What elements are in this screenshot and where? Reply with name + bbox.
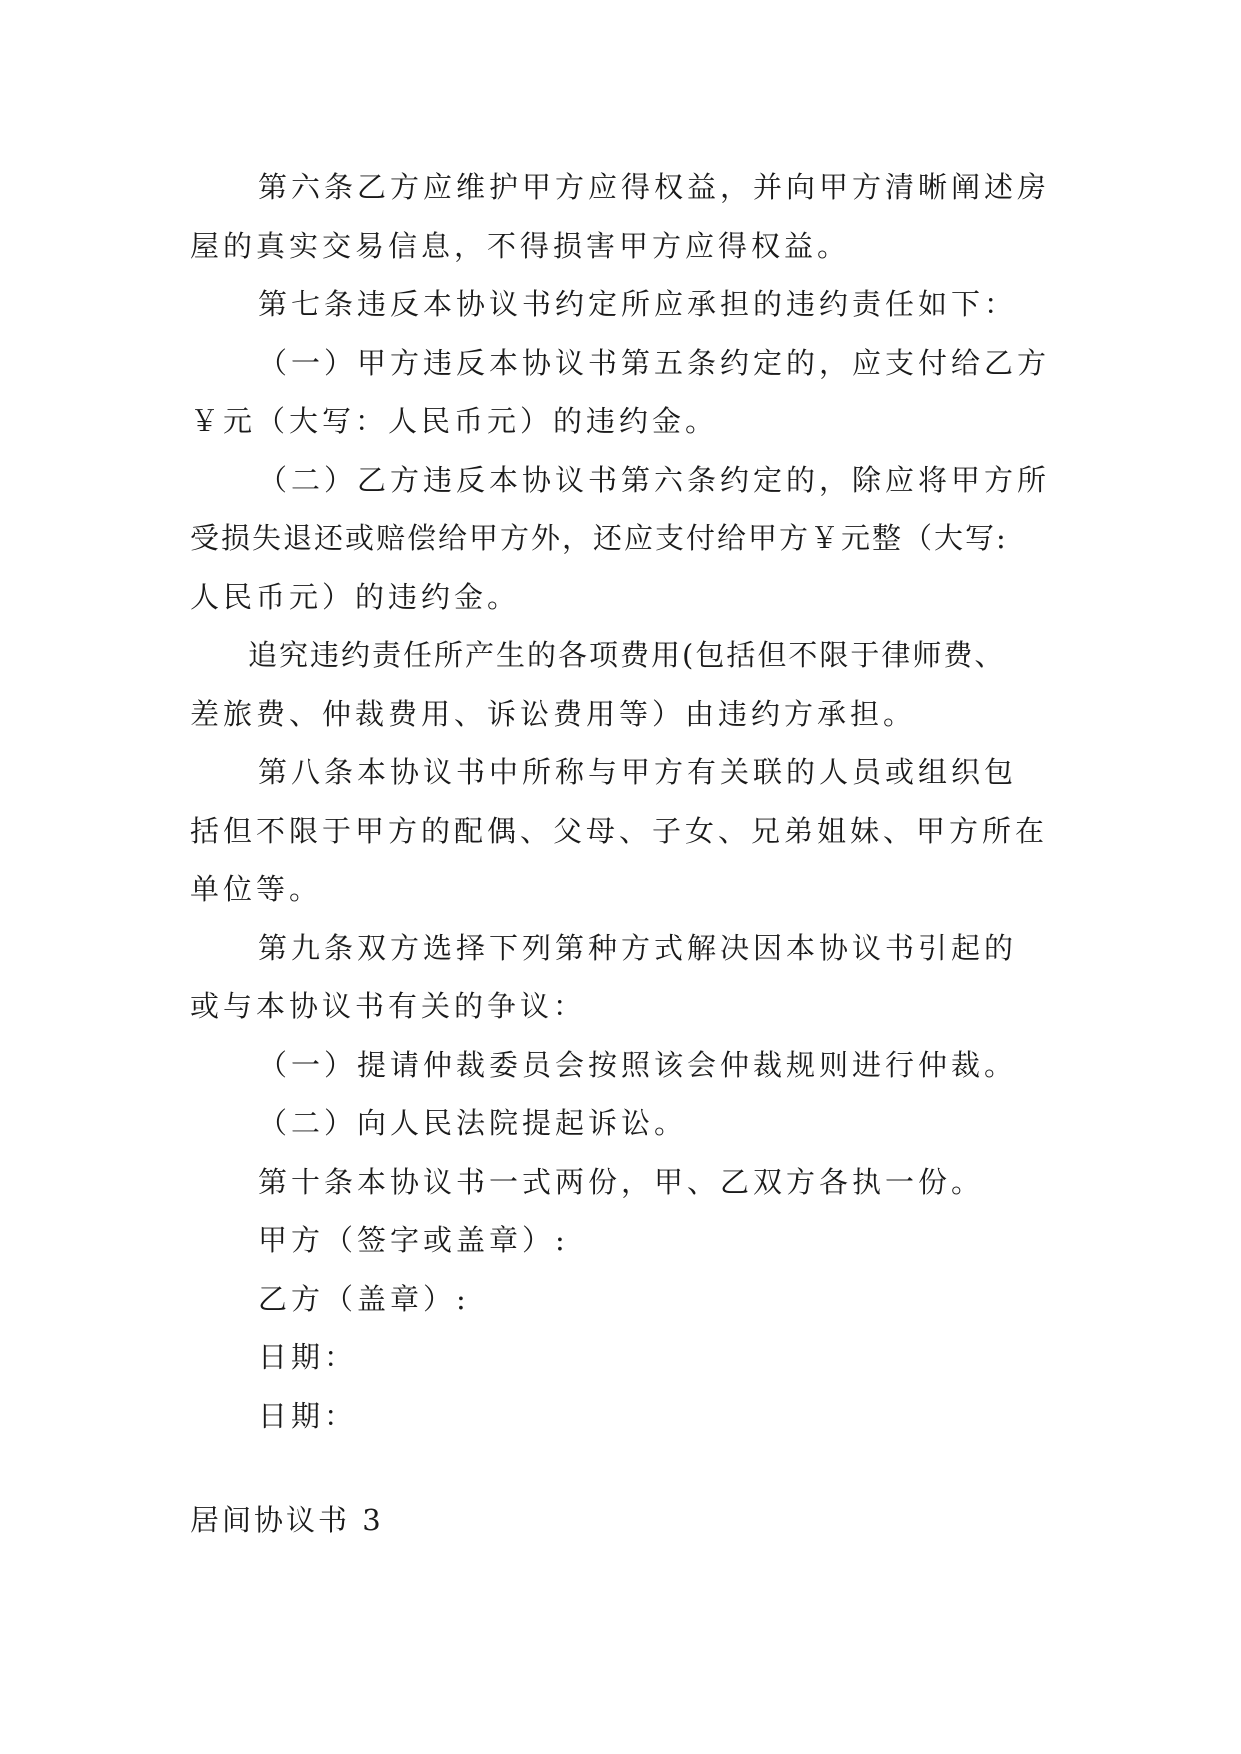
article-9-option-2: （二）向人民法院提起诉讼。 xyxy=(258,1106,688,1140)
article-7-item-1-line-1: （一）甲方违反本协议书第五条约定的，应支付给乙方 xyxy=(258,345,1051,380)
signature-block xyxy=(190,1211,1050,1445)
article-9-line-2: 或与本协议书有关的争议： xyxy=(190,989,587,1023)
party-a-date-label: 日期： xyxy=(258,1340,358,1374)
article-6-line-1: 第六条乙方应维护甲方应得权益，并向甲方清晰阐述房 xyxy=(258,170,1051,204)
article-7-item-1-line-2: ￥元（大写：人民币元）的违约金。 xyxy=(190,404,719,438)
article-7-item-2-line-2: 受损失退还或赔偿给甲方外，还应支付给甲方￥元整（大写: xyxy=(190,521,1008,555)
article-9-paragraph xyxy=(190,919,1050,1153)
article-7-item-1 xyxy=(190,334,1050,451)
article-7-heading-line: 第七条违反本协议书约定所应承担的违约责任如下： xyxy=(258,287,1018,321)
article-7-costs-line-1: 追究违约责任所产生的各项费用(包括但不限于律师费、 xyxy=(248,638,1006,672)
article-6-paragraph xyxy=(190,158,1050,275)
article-7-item-2-line-3: 人民币元）的违约金。 xyxy=(190,579,521,614)
article-8-line-3: 单位等。 xyxy=(190,872,323,906)
article-9-option-1: （一）提请仲裁委员会按照该会仲裁规则进行仲裁。 xyxy=(258,1047,1018,1082)
party-b-date-label: 日期： xyxy=(258,1398,358,1433)
article-10-paragraph xyxy=(190,1153,1050,1212)
article-7-item-2-line-1: （二）乙方违反本协议书第六条约定的，除应将甲方所 xyxy=(258,462,1051,497)
article-7-item-2 xyxy=(190,451,1050,627)
party-b-signature-label: 乙方（盖章）: xyxy=(258,1281,470,1316)
article-8-line-2: 括但不限于甲方的配偶、父母、子女、兄弟姐妹、甲方所在 xyxy=(190,813,1049,848)
document-body xyxy=(190,158,1050,1445)
article-10-line: 第十条本协议书一式两份，甲、乙双方各执一份。 xyxy=(258,1164,985,1199)
next-section-title: 居间协议书 3 xyxy=(190,1503,384,1537)
article-6-line-2: 屋的真实交易信息，不得损害甲方应得权益。 xyxy=(190,228,851,263)
article-8-line-1: 第八条本协议书中所称与甲方有关联的人员或组织包 xyxy=(258,755,1018,789)
article-8-paragraph xyxy=(190,743,1050,919)
article-9-line-1: 第九条双方选择下列第种方式解决因本协议书引起的 xyxy=(258,930,1018,965)
article-7-costs-line-2: 差旅费、仲裁费用、诉讼费用等）由违约方承担。 xyxy=(190,696,917,731)
article-7-costs xyxy=(190,626,1050,743)
party-a-signature-label: 甲方（签字或盖章）: xyxy=(258,1223,569,1257)
article-7-heading xyxy=(190,275,1050,334)
